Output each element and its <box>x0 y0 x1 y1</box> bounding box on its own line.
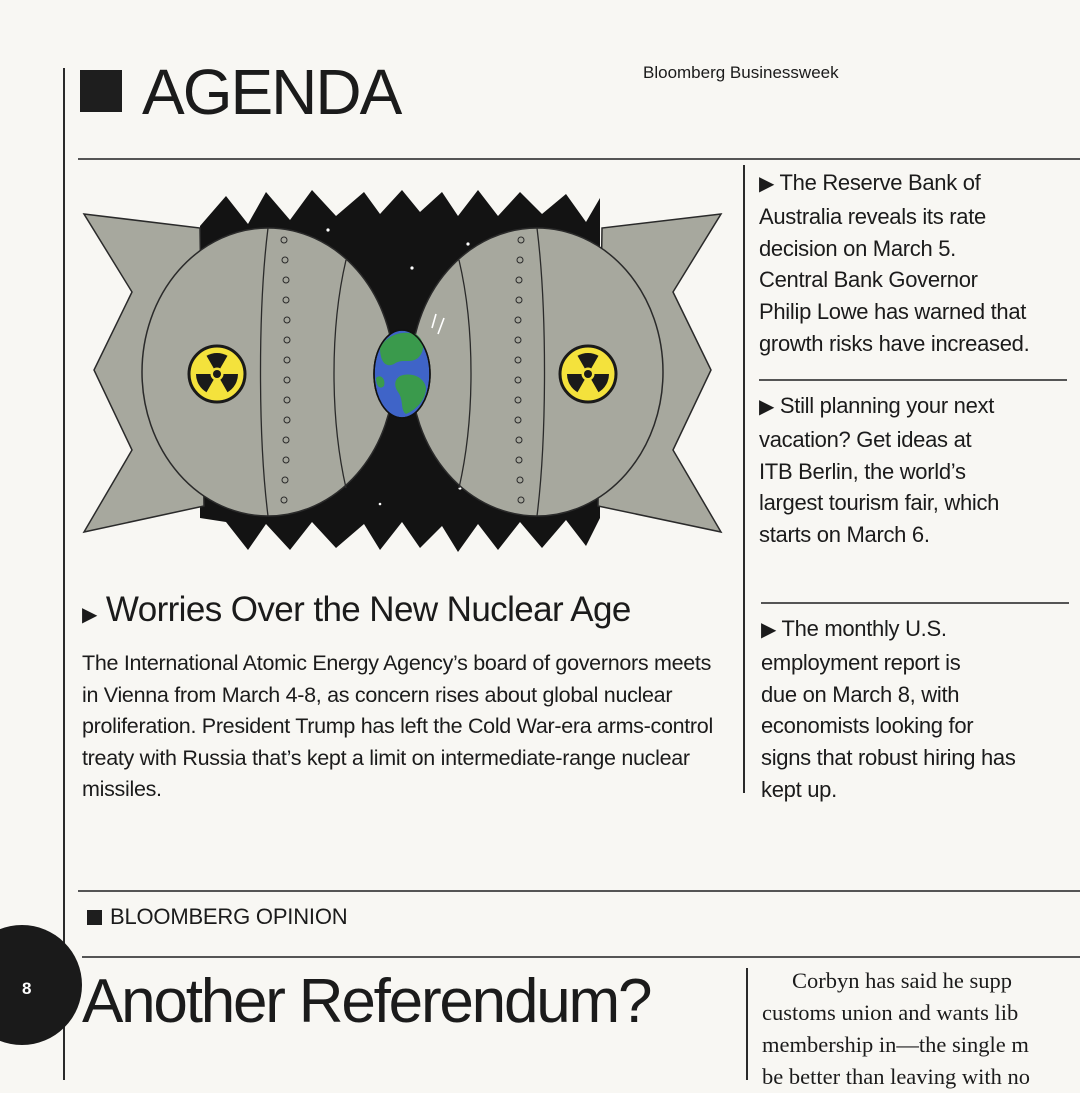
page-number-badge <box>0 925 82 1045</box>
lead-headline <box>82 588 631 637</box>
lead-headline-text: Worries Over the New Nuclear Age <box>105 590 631 629</box>
left-missile-body <box>142 228 394 516</box>
nuclear-missiles-illustration <box>80 188 725 558</box>
page-number: 8 <box>22 979 32 998</box>
sidebar-divider-1 <box>759 379 1067 381</box>
arrow-icon: ▶ <box>82 604 97 626</box>
right-column-rule <box>743 165 745 793</box>
sidebar-item: ▶ Still planning your next vacation? Get ideas at ITB Berlin, the world’s largest tourism fair, which starts on March 6. <box>759 393 1000 548</box>
opinion-column-rule <box>746 968 748 1080</box>
sidebar-item: ▶ The monthly U.S. employment report is due on March 8, with economists looking for signs that robust hiring has kept up. <box>761 616 1016 802</box>
agenda-square-icon <box>80 70 122 112</box>
earth-icon <box>374 330 430 418</box>
left-column-rule <box>63 68 65 1080</box>
arrow-icon: ▶ <box>759 173 775 195</box>
opinion-headline: Another Referendum? <box>82 967 651 1036</box>
opinion-label: BLOOMBERG OPINION <box>110 904 348 929</box>
section-title: AGENDA <box>142 56 401 128</box>
left-radiation-icon <box>189 346 245 402</box>
lead-body: The International Atomic Energy Agency’s board of governors meets in Vienna from March 4-8, as concern rises about global nuclear proliferation. President Trump has left the Cold War-era arms-control treaty with Russia that’s kept a limit on intermediate-range nuclear missiles. <box>82 651 713 801</box>
opinion-square-icon <box>87 910 102 925</box>
opinion-bottom-rule <box>82 956 1080 958</box>
right-missile-body <box>411 228 663 516</box>
publication-name: Bloomberg Businessweek <box>643 63 839 82</box>
sidebar-item: ▶ The Reserve Bank of Australia reveals its rate decision on March 5. Central Bank Governor Philip Lowe has warned that growth risks have increased. <box>759 170 1030 356</box>
arrow-icon: ▶ <box>761 619 777 641</box>
nuclear-illustration <box>80 188 725 558</box>
opinion-top-rule <box>78 890 1080 892</box>
sidebar-divider-2 <box>761 602 1069 604</box>
arrow-icon: ▶ <box>759 396 775 418</box>
opinion-body: Corbyn has said he supp customs union and wants lib membership in—the single m be better than leaving with no <box>762 968 1031 1089</box>
header-rule <box>78 158 1080 160</box>
right-radiation-icon <box>560 346 616 402</box>
